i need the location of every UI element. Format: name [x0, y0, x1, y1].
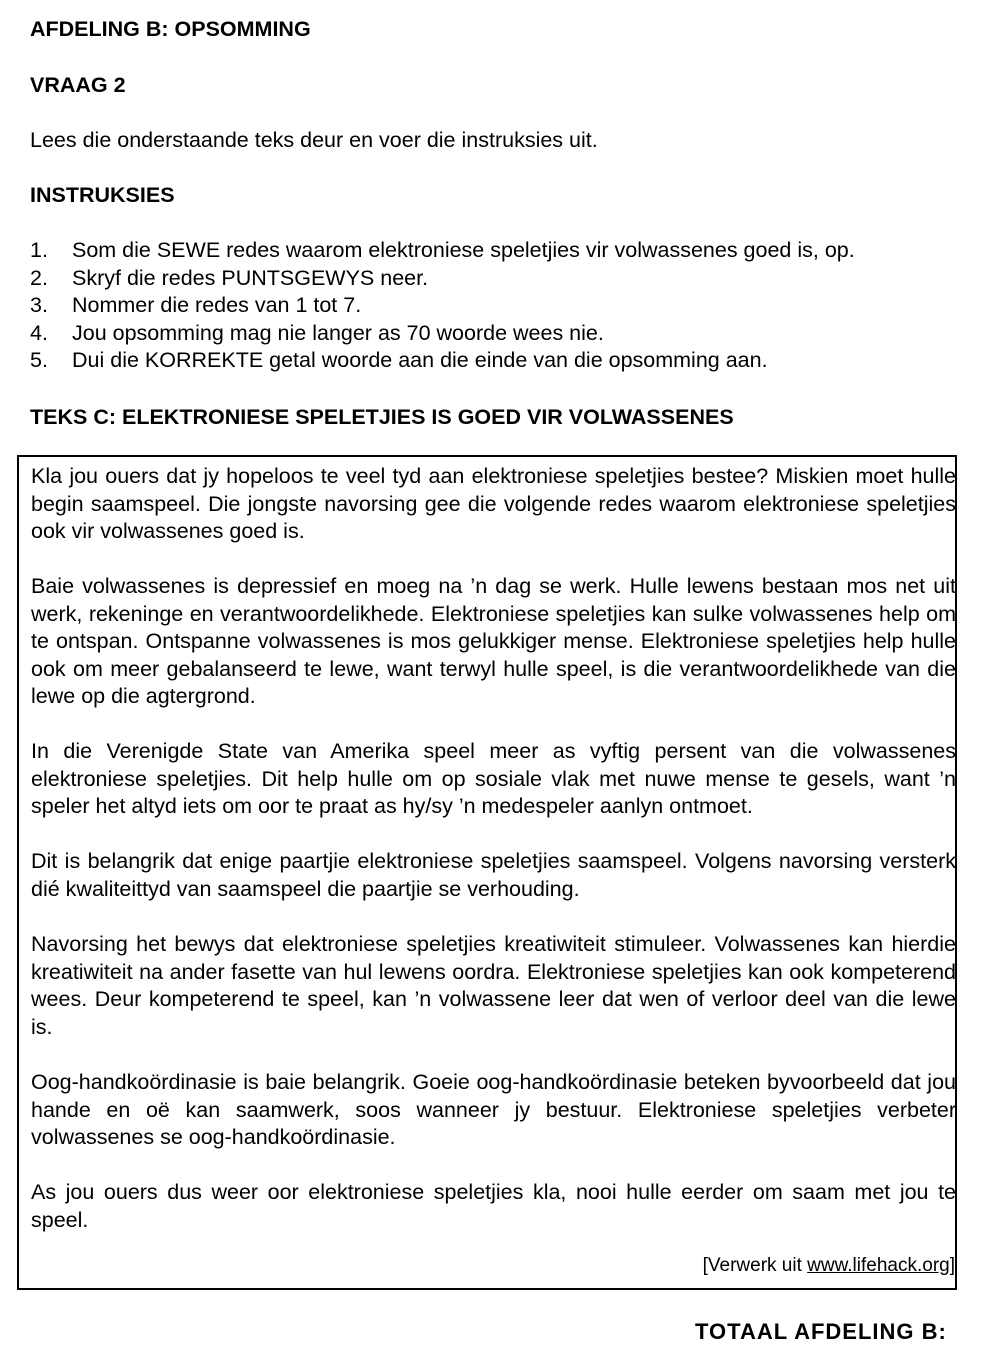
paragraph-social: In die Verenigde State van Amerika speel meer as vyftig persent van die volwassenes elektroniese speletjies. Dit help hulle om op sosiale vlak met nuwe mense te gesels, want ’n speler het altyd iets om oor te praat as hy/sy ’n medespeler aanlyn ontmoet. — [31, 739, 956, 818]
paragraph-couples: Dit is belangrik dat enige paartjie elektroniese speletjies saamspeel. Volgens navorsing versterk dié kwaliteittyd van saamspeel die paartjie se verhouding. — [31, 849, 956, 901]
instruction-text: Som die SEWE redes waarom elektroniese speletjies vir volwassenes goed is, op. — [72, 238, 855, 262]
instruction-text: Dui die KORREKTE getal woorde aan die einde van die opsomming aan. — [72, 348, 768, 372]
text-box — [17, 455, 957, 1290]
source-suffix: ] — [949, 1255, 955, 1276]
paragraph-conclusion: As jou ouers dus weer oor elektroniese speletjies kla, nooi hulle eerder om saam met jou te speel. — [31, 1180, 956, 1232]
paragraph-intro: Kla jou ouers dat jy hopeloos te veel tyd aan elektroniese speletjies bestee? Miskien moet hulle begin saamspeel. Die jongste navorsing gee die volgende redes waarom elektroniese speletjies ook vir volwassenes goed is. — [31, 464, 956, 543]
total-label: TOTAAL AFDELING B: — [695, 1319, 947, 1344]
instruction-number: 1. — [30, 238, 48, 262]
instruction-number: 2. — [30, 265, 48, 290]
instruction-text: Jou opsomming mag nie langer as 70 woorde wees nie. — [72, 320, 604, 345]
source-citation — [703, 1252, 955, 1280]
source-link[interactable]: www.lifehack.org — [807, 1255, 950, 1276]
instruction-number: 5. — [30, 348, 48, 372]
text-title: TEKS C: ELEKTRONIESE SPELETJIES IS GOED VIR VOLWASSENES — [30, 405, 734, 429]
paragraph-coordination: Oog-handkoördinasie is baie belangrik. Goeie oog-handkoördinasie beteken byvoorbeeld dat jou hande en oë kan saamwerk, soos wanneer jy bestuur. Elektroniese speletjies verbeter volwassenes se oog-handkoördinasie. — [31, 1070, 956, 1149]
question-title: VRAAG 2 — [30, 73, 126, 97]
source-prefix: [Verwerk uit — [702, 1255, 808, 1276]
intro-text: Lees die onderstaande teks deur en voer die instruksies uit. — [30, 128, 598, 152]
paragraph-relaxation: Baie volwassenes is depressief en moeg na ’n dag se werk. Hulle lewens bestaan mos net uit werk, rekeninge en verantwoordelikhede. Elektroniese speletjies kan sulke volwassenes help om te ontspan. Ontspanne volwassenes is mos gelukkiger mense. Elektroniese speletjies help hulle ook om meer gebalanseerd te lewe, want terwyl hulle speel, is die verantwoordelikhede van die lewe op die agtergrond. — [31, 574, 956, 708]
instruction-text: Nommer die redes van 1 tot 7. — [72, 293, 362, 317]
instructions-heading: INSTRUKSIES — [30, 183, 175, 207]
instruction-number: 4. — [30, 320, 48, 345]
section-title: AFDELING B: OPSOMMING — [30, 17, 311, 41]
instruction-number: 3. — [30, 293, 48, 317]
paragraph-creativity: Navorsing het bewys dat elektroniese speletjies kreatiwiteit stimuleer. Volwassenes kan hierdie kreatiwiteit na ander fasette van hul lewens oordra. Elektroniese speletjies kan ook kompeterend wees. Deur kompeterend te speel, kan ’n volwassene leer dat wen of verloor deel van die lewe is. — [31, 932, 956, 1039]
instruction-text: Skryf die redes PUNTSGEWYS neer. — [72, 265, 429, 290]
